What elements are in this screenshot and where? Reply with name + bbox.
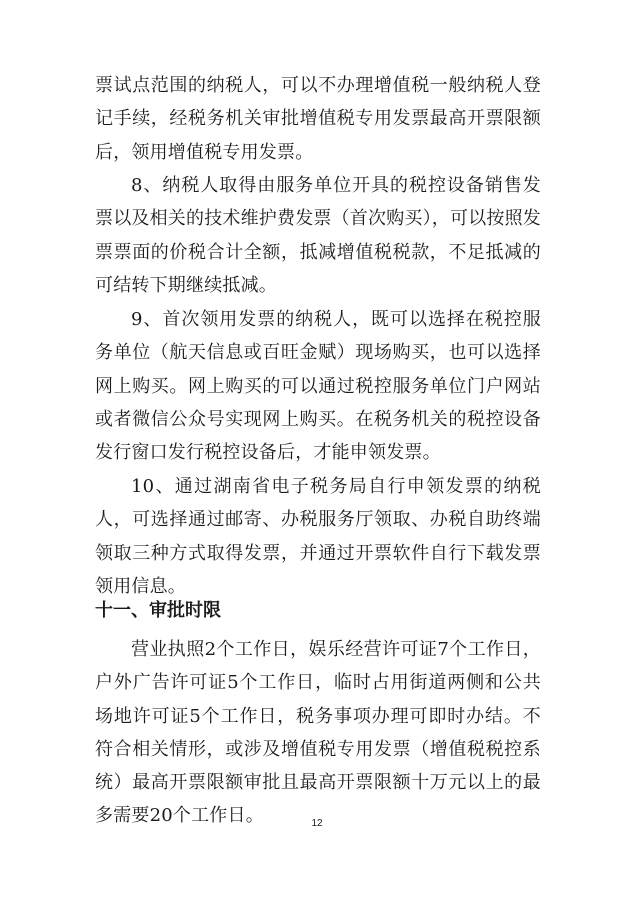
paragraph-item-9: 9、首次领用发票的纳税人，既可以选择在税控服务单位（航天信息或百旺金赋）现场购买，也可以选择网上购买。网上购买的可以通过税控服务单位门户网站或者微信公众号实现网上购买。在税务机关的税控设备发行窗口发行税控设备后，才能申领发票。 [95,309,541,464]
paragraph-continuation: 票试点范围的纳税人，可以不办理增值税一般纳税人登记手续，经税务机关审批增值税专用发票最高开票限额后，领用增值税专用发票。 [95,75,541,163]
section-body: 营业执照2个工作日，娱乐经营许可证7个工作日，户外广告许可证5个工作日，临时占用街道两侧和公共场地许可证5个工作日，税务事项办理可即时办结。不符合相关情形，或涉及增值税专用发票（增值税税控系统）最高开票限额审批且最高开票限额十万元以上的最多需要20个工作日。 [95,639,541,827]
page-number: 12 [311,818,323,829]
paragraph-item-8: 8、纳税人取得由服务单位开具的税控设备销售发票以及相关的技术维护费发票（首次购买），可以按照发票票面的价税合计全额，抵减增值税税款，不足抵减的可结转下期继续抵减。 [95,175,541,296]
section-heading: 十一、审批时限 [95,600,221,621]
paragraph-item-10: 10、通过湖南省电子税务局自行申领发票的纳税人，可选择通过邮寄、办税服务厅领取、办税自助终端领取三种方式取得发票，并通过开票软件自行下载发票领用信息。 [95,476,541,597]
